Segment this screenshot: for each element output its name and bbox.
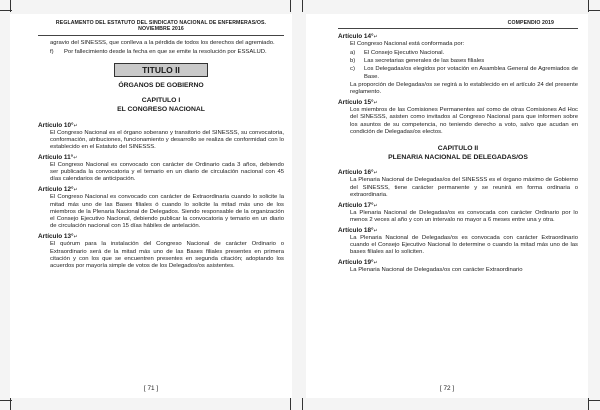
article-text: El Congreso Nacional es el órgano soberano y transitorio del SINESSS, su convocatoria, conformación, atribuciones, funcionamiento y desarrollo se realiza de conformidad con lo establecido en el Estatuto del SINESSS. xyxy=(50,129,284,151)
article-text: La Plenaria Nacional de Delegadas/os con carácter Extraordinario xyxy=(350,267,523,274)
list-item: f) Por fallecimiento desde la fecha en que se emite la resolución por ESSALUD. xyxy=(50,48,267,55)
article-text: La proporción de Delegadas/os se regirá a lo establecido en el artículo 24 del presente reglamento. xyxy=(350,81,578,96)
title-subheading: ÓRGANOS DE GOBIERNO xyxy=(118,82,204,89)
chapter-subheading: EL CONGRESO NACIONAL xyxy=(117,106,205,113)
article-text: El Congreso Nacional está conformada por: xyxy=(350,41,465,48)
bookmark-icon: ↵ xyxy=(373,202,378,209)
left-page xyxy=(10,14,292,398)
list-item: c) Los Delegadas/os elegidos por votación en Asamblea General de Agremiados de Base. xyxy=(350,66,578,80)
article-heading: Artículo 12°↵ xyxy=(38,186,78,194)
crop-mark xyxy=(10,0,11,12)
bookmark-icon: ↵ xyxy=(73,234,78,241)
list-item: b) Las secretarias generales de las bases filiales xyxy=(350,58,485,65)
continued-text: agravio del SINESSS, que conlleva a la pérdida de todos los derechos del agremiado. xyxy=(50,39,275,46)
crop-mark xyxy=(588,0,589,12)
crop-mark xyxy=(588,400,600,401)
page-number: [ 72 ] xyxy=(439,385,455,392)
article-text: El Congreso Nacional es convocado con carácter de Extraordinaria cuando lo solicite la mitad más uno de las Bases filiales ó cuando lo solicite la mitad más uno de los miembros de la Plenaria Nacional de Delegados. Siendo responsable de la organización el Consejo Ejecutivo Nacional, debiendo publicar la convocatoria y temario en un diario de circulación nacional con 15 días hábiles de antelación. xyxy=(50,194,284,230)
article-heading: Artículo 19°↵ xyxy=(338,259,378,267)
bookmark-icon: ↵ xyxy=(73,122,78,129)
article-text: La Plenaria Nacional de Delegadas/os es convocada con carácter Ordinario por lo menos 2 veces al año y con un intervalo no mayor a 6 meses entre una y otra. xyxy=(350,209,578,223)
bookmark-icon: ↵ xyxy=(373,260,378,267)
article-heading: Artículo 15°↵ xyxy=(338,98,378,106)
bookmark-icon: ↵ xyxy=(73,187,78,194)
bookmark-icon: ↵ xyxy=(373,34,378,41)
article-heading: Artículo 18°↵ xyxy=(338,226,378,234)
running-header: REGLAMENTO DEL ESTATUTO DEL SINDICATO NACIONAL DE ENFERMERAS/OS. NOVIEMBRE 2016 xyxy=(55,20,267,33)
chapter-heading: CAPITULO II xyxy=(437,144,479,152)
article-text: La Plenaria Nacional de Delegadas/os del SINESSS es el órgano máximo de Gobierno del SINESSS, tiene carácter permanente y se reunirá en forma ordinaria o extraordinaria. xyxy=(350,177,578,198)
crop-mark xyxy=(290,0,291,12)
header-rule xyxy=(38,35,284,36)
crop-mark xyxy=(302,398,303,410)
crop-mark xyxy=(290,398,291,410)
article-text: Los miembros de las Comisiones Permanentes así como de otras Comisiones Ad Hoc del SINESSS, asisten como invitados al Congreso Nacional para que informen sobre los asuntos de su competencia, no teniendo derecho a voto, salvo que acudan en condición de Delegadas/os electos. xyxy=(350,106,578,135)
article-heading: Artículo 13°↵ xyxy=(38,233,78,241)
title-box: TITULO II xyxy=(114,63,208,77)
bookmark-icon: ↵ xyxy=(373,99,378,106)
running-header: COMPENDIO 2019 xyxy=(507,20,554,26)
article-heading: Artículo 10°↵ xyxy=(38,121,78,129)
bookmark-icon: ↵ xyxy=(73,154,78,161)
crop-mark xyxy=(588,10,600,11)
article-text: El quórum para la instalación del Congreso Nacional de carácter Ordinario o Extraordinario será de la mitad más uno de las Bases filiales presentes en primera citación y con los que se encuentren presentes en segunda citación; adoptando los acuerdos por mayoría simple de votos de los Delegados/os asistentes. xyxy=(50,241,284,270)
article-heading: Artículo 14°↵ xyxy=(338,33,378,41)
right-page xyxy=(306,14,588,398)
article-heading: Artículo 16°↵ xyxy=(338,169,378,177)
crop-mark xyxy=(10,398,11,410)
list-item: a) El Consejo Ejecutivo Nacional. xyxy=(350,50,445,57)
chapter-heading: CAPITULO I xyxy=(141,97,181,104)
crop-mark xyxy=(302,0,303,12)
article-heading: Artículo 17°↵ xyxy=(338,201,378,209)
bookmark-icon: ↵ xyxy=(373,170,378,177)
header-rule xyxy=(338,28,578,29)
article-text: La Plenaria Nacional de Delegadas/os es convocada con carácter Extraordinario cuando el Consejo Ejecutivo Nacional lo determine o cuando la mitad más uno de las bases filiales así lo soliciten. xyxy=(350,234,578,256)
chapter-subheading: PLENARIA NACIONAL DE DELEGADAS/OS xyxy=(388,153,528,161)
article-text: El Congreso Nacional es convocado con carácter de Ordinario cada 3 años, debiendo ser publicada la convocatoria y el temario en un diario de circulación nacional con 45 días calendarios de anticipación. xyxy=(50,161,284,183)
crop-mark xyxy=(588,398,589,410)
page-number: [ 71 ] xyxy=(143,385,159,392)
bookmark-icon: ↵ xyxy=(373,227,378,234)
article-heading: Artículo 11°↵ xyxy=(38,153,78,161)
